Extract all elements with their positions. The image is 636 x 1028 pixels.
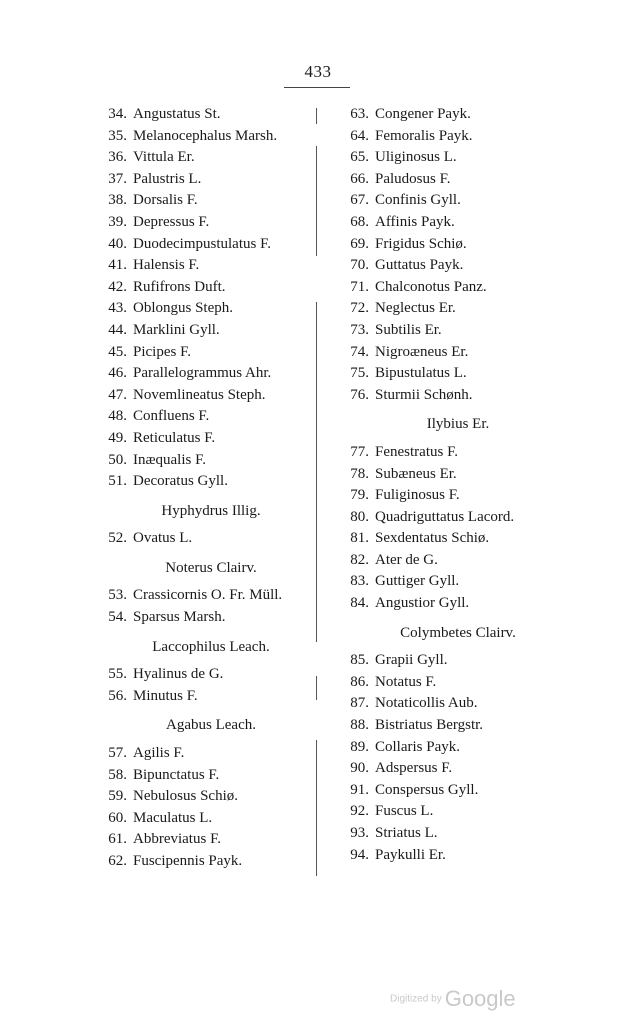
species-entry <box>338 147 578 169</box>
species-entry <box>96 851 316 873</box>
species-name: Halensis F. <box>133 257 200 274</box>
species-entry <box>338 823 578 845</box>
entry-number: 46. <box>108 365 127 382</box>
species-entry <box>96 363 316 385</box>
entry-number: 87. <box>350 695 369 712</box>
species-entry <box>96 428 316 450</box>
species-entry <box>338 320 578 342</box>
entry-number: 88. <box>350 717 369 734</box>
species-name: Guttiger Gyll. <box>375 573 460 590</box>
species-name: Chalconotus Panz. <box>375 278 487 295</box>
entry-number: 38. <box>108 192 127 209</box>
species-entry <box>96 829 316 851</box>
entry-number: 84. <box>350 595 369 612</box>
species-name: Depressus F. <box>133 213 210 230</box>
genus-heading: Hyphydrus Illig. <box>161 502 261 519</box>
species-entry <box>338 212 578 234</box>
species-entry <box>338 780 578 802</box>
species-name: Striatus L. <box>375 825 438 841</box>
species-name: Fenestratus F. <box>375 443 458 460</box>
entry-number: 85. <box>350 652 369 669</box>
species-entry <box>338 464 578 486</box>
species-entry <box>96 126 316 148</box>
entry-number: 64. <box>350 127 369 144</box>
species-entry <box>338 169 578 191</box>
entry-number: 66. <box>350 170 369 187</box>
genus-heading: Noterus Clairv. <box>165 559 257 576</box>
entry-number: 81. <box>350 530 369 547</box>
entry-number: 72. <box>350 300 369 317</box>
column-divider <box>316 740 317 876</box>
species-entry <box>338 845 578 867</box>
left-column <box>96 104 316 873</box>
entry-number: 90. <box>350 760 369 777</box>
entry-number: 52. <box>108 530 127 547</box>
species-entry <box>96 255 316 277</box>
species-name: Decoratus Gyll. <box>133 473 228 490</box>
species-entry <box>338 571 578 593</box>
species-entry <box>338 234 578 256</box>
species-name: Fuscipennis Payk. <box>133 853 243 869</box>
entry-number: 70. <box>350 257 369 274</box>
species-name: Subæneus Er. <box>375 465 457 482</box>
species-name: Reticulatus F. <box>133 429 216 446</box>
species-entry <box>96 169 316 191</box>
entry-number: 48. <box>108 408 127 425</box>
species-name: Affinis Payk. <box>375 213 455 230</box>
species-entry <box>96 342 316 364</box>
digitized-by-google-watermark <box>390 986 516 1012</box>
entry-number: 86. <box>350 673 369 690</box>
entry-number: 91. <box>350 781 369 798</box>
species-name: Collaris Payk. <box>375 738 460 755</box>
species-name: Femoralis Payk. <box>375 127 473 144</box>
species-name: Oblongus Steph. <box>133 300 234 317</box>
entry-number: 73. <box>350 321 369 338</box>
species-name: Sexdentatus Schiø. <box>375 530 490 547</box>
entry-number: 93. <box>350 825 369 841</box>
species-entry <box>96 234 316 256</box>
entry-number: 62. <box>108 853 127 869</box>
species-name: Vittula Er. <box>133 149 195 166</box>
species-name: Ovatus L. <box>133 530 193 547</box>
entry-number: 47. <box>108 386 127 403</box>
species-name: Rufifrons Duft. <box>133 278 226 295</box>
entry-number: 76. <box>350 386 369 403</box>
entry-number: 65. <box>350 149 369 166</box>
species-name: Maculatus L. <box>133 809 213 826</box>
species-entry <box>338 277 578 299</box>
species-name: Neglectus Er. <box>375 300 456 317</box>
species-name: Adspersus F. <box>375 760 453 777</box>
genus-heading: Laccophilus Leach. <box>152 638 270 655</box>
species-name: Quadriguttatus Lacord. <box>375 508 515 525</box>
species-entry <box>96 104 316 126</box>
entry-number: 69. <box>350 235 369 252</box>
species-name: Crassicornis O. Fr. Müll. <box>133 587 283 604</box>
species-name: Agilis F. <box>133 745 185 762</box>
species-entry <box>96 664 316 686</box>
species-name: Fuscus L. <box>375 803 434 820</box>
entry-number: 40. <box>108 235 127 252</box>
species-entry <box>96 743 316 765</box>
right-column <box>338 104 578 866</box>
species-entry <box>338 385 578 407</box>
species-name: Nebulosus Schiø. <box>133 788 238 805</box>
species-name: Dorsalis F. <box>133 192 198 209</box>
google-logo: Google <box>444 986 516 1011</box>
species-entry <box>96 385 316 407</box>
entry-number: 58. <box>108 766 127 783</box>
species-entry <box>96 808 316 830</box>
species-entry <box>96 786 316 808</box>
entry-number: 94. <box>350 846 369 863</box>
page-number-rule <box>284 87 350 88</box>
species-entry <box>338 693 578 715</box>
species-name: Parallelogrammus Ahr. <box>133 365 272 382</box>
entry-number: 92. <box>350 803 369 820</box>
species-entry <box>338 758 578 780</box>
species-entry <box>96 686 316 708</box>
species-name: Palustris L. <box>133 170 202 187</box>
species-entry <box>96 765 316 787</box>
species-name: Angustior Gyll. <box>375 595 470 612</box>
species-entry <box>338 737 578 759</box>
entry-number: 78. <box>350 465 369 482</box>
column-divider <box>316 302 317 642</box>
species-entry <box>338 104 578 126</box>
species-name: Guttatus Payk. <box>375 257 464 274</box>
species-name: Nigroæneus Er. <box>375 343 469 360</box>
species-name: Frigidus Schiø. <box>375 235 467 252</box>
species-entry <box>96 406 316 428</box>
species-entry <box>338 126 578 148</box>
entry-number: 82. <box>350 551 369 568</box>
entry-number: 42. <box>108 278 127 295</box>
entry-number: 75. <box>350 365 369 382</box>
species-name: Confluens F. <box>133 408 210 425</box>
species-name: Notaticollis Aub. <box>375 695 478 712</box>
entry-number: 35. <box>108 127 127 144</box>
entry-number: 54. <box>108 609 127 626</box>
species-entry <box>338 363 578 385</box>
entry-number: 49. <box>108 429 127 446</box>
entry-number: 67. <box>350 192 369 209</box>
species-entry <box>96 585 316 607</box>
species-entry <box>338 801 578 823</box>
species-name: Bipunctatus F. <box>133 766 220 783</box>
entry-number: 51. <box>108 473 127 490</box>
species-name: Notatus F. <box>375 673 437 690</box>
species-name: Marklini Gyll. <box>133 321 220 338</box>
species-name: Sparsus Marsh. <box>133 609 226 626</box>
species-entry <box>338 190 578 212</box>
entry-number: 60. <box>108 809 127 826</box>
species-entry <box>338 672 578 694</box>
species-entry <box>338 298 578 320</box>
species-name: Minutus F. <box>133 687 198 704</box>
entry-number: 59. <box>108 788 127 805</box>
entry-number: 50. <box>108 451 127 468</box>
species-name: Abbreviatus F. <box>133 831 221 848</box>
species-name: Ater de G. <box>375 551 438 568</box>
species-entry <box>338 255 578 277</box>
entry-number: 74. <box>350 343 369 360</box>
entry-number: 61. <box>108 831 127 848</box>
species-name: Bistriatus Bergstr. <box>375 717 484 734</box>
column-divider <box>316 146 317 256</box>
species-entry <box>96 298 316 320</box>
species-entry <box>96 212 316 234</box>
column-divider <box>316 676 317 700</box>
species-name: Inæqualis F. <box>133 451 206 468</box>
entry-number: 77. <box>350 443 369 460</box>
genus-heading: Colymbetes Clairv. <box>400 624 516 641</box>
entry-number: 63. <box>350 106 369 122</box>
entry-number: 45. <box>108 343 127 360</box>
entry-number: 44. <box>108 321 127 338</box>
species-entry <box>338 485 578 507</box>
entry-number: 53. <box>108 587 127 604</box>
entry-number: 56. <box>108 687 127 704</box>
genus-heading: Agabus Leach. <box>166 717 256 734</box>
species-entry <box>96 607 316 629</box>
species-entry <box>96 147 316 169</box>
entry-number: 57. <box>108 745 127 762</box>
species-entry <box>338 715 578 737</box>
species-entry <box>338 650 578 672</box>
species-entry <box>338 550 578 572</box>
species-name: Grapii Gyll. <box>375 652 448 669</box>
column-divider <box>316 108 317 124</box>
species-name: Duodecimpustulatus F. <box>133 235 271 252</box>
species-name: Conspersus Gyll. <box>375 781 479 798</box>
species-entry <box>96 190 316 212</box>
species-name: Sturmii Schønh. <box>375 386 473 403</box>
species-name: Congener Payk. <box>375 106 471 122</box>
species-entry <box>338 528 578 550</box>
watermark-prefix: Digitized by <box>390 993 442 1005</box>
species-name: Paludosus F. <box>375 170 451 187</box>
entry-number: 39. <box>108 213 127 230</box>
entry-number: 36. <box>108 149 127 166</box>
species-entry <box>338 507 578 529</box>
species-name: Hyalinus de G. <box>133 666 224 683</box>
entry-number: 34. <box>108 106 127 122</box>
entry-number: 83. <box>350 573 369 590</box>
species-entry <box>96 528 316 550</box>
entry-number: 71. <box>350 278 369 295</box>
entry-number: 41. <box>108 257 127 274</box>
entry-number: 68. <box>350 213 369 230</box>
entry-number: 80. <box>350 508 369 525</box>
species-name: Subtilis Er. <box>375 321 442 338</box>
species-name: Fuliginosus F. <box>375 487 460 504</box>
species-entry <box>338 342 578 364</box>
species-entry <box>96 320 316 342</box>
species-entry <box>96 450 316 472</box>
genus-heading: Ilybius Er. <box>426 416 490 433</box>
page-number: 433 <box>304 62 332 81</box>
species-entry <box>96 277 316 299</box>
entry-number: 55. <box>108 666 127 683</box>
species-name: Picipes F. <box>133 343 191 360</box>
species-name: Novemlineatus Steph. <box>133 386 266 403</box>
species-name: Melanocephalus Marsh. <box>133 127 278 144</box>
species-name: Angustatus St. <box>133 106 221 122</box>
species-name: Confinis Gyll. <box>375 192 461 209</box>
entry-number: 79. <box>350 487 369 504</box>
species-name: Bipustulatus L. <box>375 365 467 382</box>
species-entry <box>338 442 578 464</box>
entry-number: 37. <box>108 170 127 187</box>
entry-number: 43. <box>108 300 127 317</box>
species-entry <box>96 471 316 493</box>
entry-number: 89. <box>350 738 369 755</box>
species-entry <box>338 593 578 615</box>
species-name: Paykulli Er. <box>375 846 446 863</box>
species-name: Uliginosus L. <box>375 149 457 166</box>
